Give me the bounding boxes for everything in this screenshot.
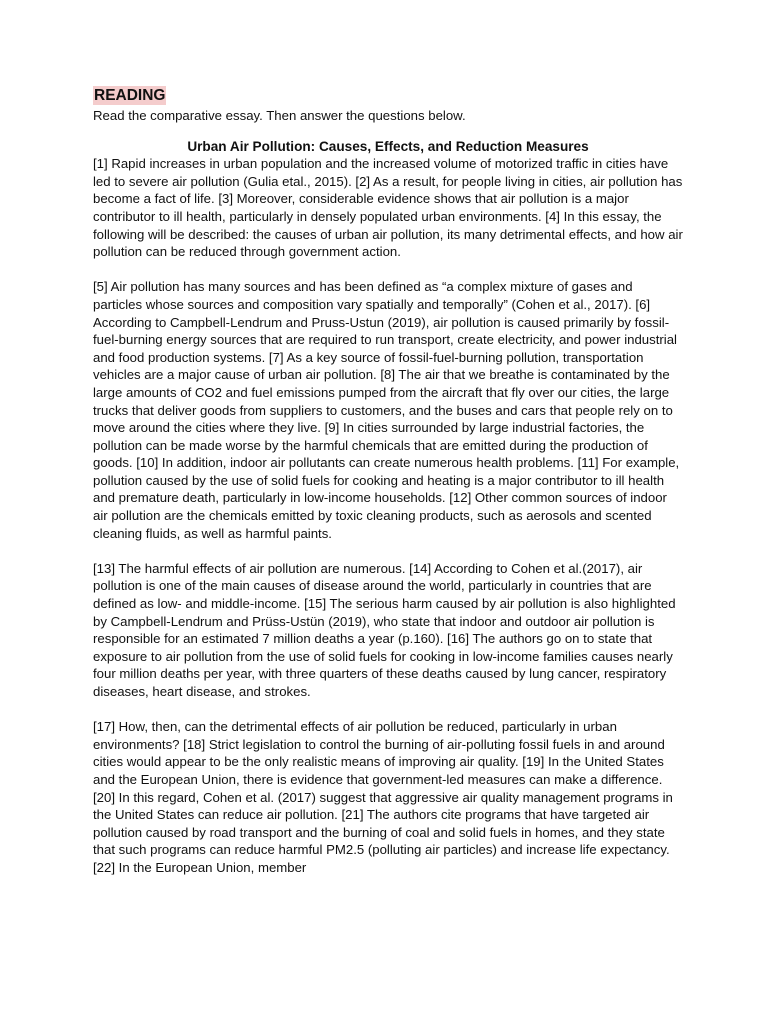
essay-paragraph-4: [17] How, then, can the detrimental effects of air pollution be reduced, particularly in urban environments? [18] Strict legislation to control the burning of air-polluting fossil fuels in and around cities would appear to be the only realistic means of improving air quality. [19] In the United States and the European Union, there is evidence that government-led measures can make a difference. [20] In this regard, Cohen et al. (2017) suggest that aggressive air quality management programs in the United States can reduce air pollution. [21] The authors cite programs that have targeted air pollution caused by road transport and the burning of coal and solid fuels in homes, and they state that such programs can reduce harmful PM2.5 (polluting air particles) and increase life expectancy. [22] In the European Union, member (93, 719, 673, 875)
document-page (93, 86, 683, 877)
reading-heading: READING (94, 87, 166, 104)
essay-paragraph-1: [1] Rapid increases in urban population and the increased volume of motorized traffic in cities have led to severe air pollution (Gulia etal., 2015). [2] As a result, for people living in cities, air pollution has become a fact of life. [3] Moreover, considerable evidence shows that air pollution is a major contributor to ill health, particularly in densely populated urban environments. [4] In this essay, the following will be described: the causes of urban air pollution, its many detrimental effects, and how air pollution can be reduced through government action. (93, 156, 683, 260)
instructions-text: Read the comparative essay. Then answer the questions below. (93, 108, 466, 123)
essay-paragraph-3: [13] The harmful effects of air pollution are numerous. [14] According to Cohen et al.(2017), air pollution is one of the main causes of disease around the world, particularly in countries that are defined as low- and middle-income. [15] The serious harm caused by air pollution is also highlighted by Campbell-Lendrum and Prüss-Ustün (2019), who state that indoor and outdoor air pollution is responsible for an estimated 7 million deaths a year (p.160). [16] The authors go on to state that exposure to air pollution from the use of solid fuels for cooking in low-income families causes nearly four million deaths per year, with three quarters of these deaths caused by lung cancer, respiratory diseases, heart disease, and strokes. (93, 560, 676, 699)
essay-paragraph-2: [5] Air pollution has many sources and has been defined as “a complex mixture of gases and particles whose sources and composition vary spatially and temporally” (Cohen et al., 2017). [6] According to Campbell-Lendrum and Pruss-Ustun (2019), air pollution is caused primarily by fossil-fuel-burning energy sources that are required to run transport, create electricity, and power industrial and food production systems. [7] As a key source of fossil-fuel-burning pollution, transportation vehicles are a major cause of urban air pollution. [8] The air that we breathe is contaminated by the large amounts of CO2 and fuel emissions pumped from the aircraft that fly over our cities, the large trucks that deliver goods from suppliers to customers, and the buses and cars that people rely on to move around the cities where they live. [9] In cities surrounded by large industrial factories, the pollution can be made worse by the harmful chemicals that are emitted during the production of goods. [10] In addition, indoor air pollutants can create numerous health problems. [11] For example, pollution caused by the use of solid fuels for cooking and heating is a major contributor to ill health and premature death, particularly in low-income households. [12] Other common sources of indoor air pollution are the chemicals emitted by toxic cleaning products, such as aerosols and scented cleaning fluids, as well as harmful paints. (93, 279, 680, 541)
essay-title: Urban Air Pollution: Causes, Effects, and Reduction Measures (187, 138, 589, 154)
